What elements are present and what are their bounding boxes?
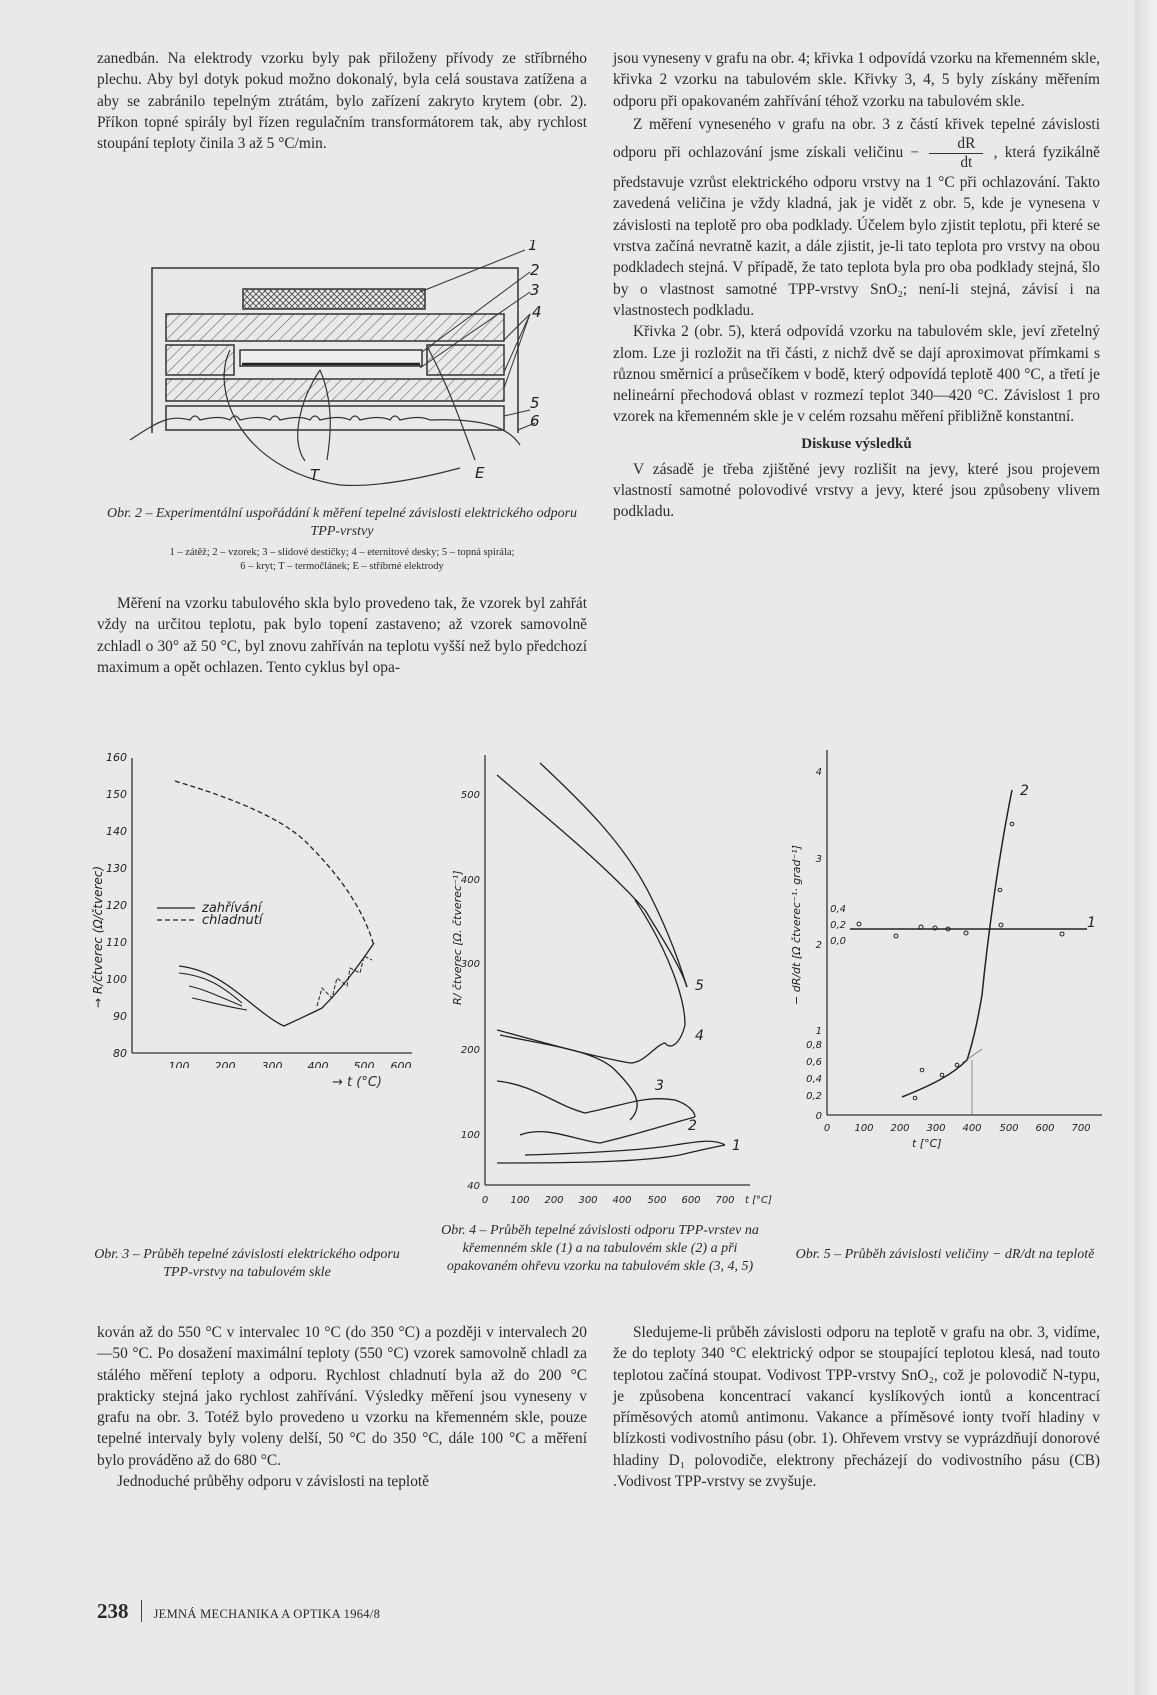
svg-text:4: 4 bbox=[815, 767, 822, 778]
svg-text:0,8: 0,8 bbox=[806, 1040, 822, 1051]
svg-text:500: 500 bbox=[353, 1060, 375, 1068]
svg-text:100: 100 bbox=[854, 1123, 874, 1134]
svg-text:100: 100 bbox=[106, 973, 127, 986]
svg-text:4: 4 bbox=[695, 1028, 704, 1044]
figure-3-xlabel: → t (°C) bbox=[332, 1075, 382, 1090]
svg-text:80: 80 bbox=[113, 1047, 127, 1060]
figure-5-caption: Obr. 5 – Průběh závislosti veličiny − dR/dt na teplotě bbox=[795, 1247, 1095, 1262]
svg-text:0,4: 0,4 bbox=[830, 904, 846, 915]
svg-text:0,0: 0,0 bbox=[830, 936, 846, 947]
svg-text:100: 100 bbox=[168, 1060, 190, 1068]
svg-text:130: 130 bbox=[106, 862, 127, 875]
diagram-label-1: 1 bbox=[528, 240, 538, 254]
svg-text:200: 200 bbox=[214, 1060, 236, 1068]
figure-4-chart bbox=[445, 745, 780, 1220]
svg-text:600: 600 bbox=[681, 1195, 701, 1206]
figure-5-chart bbox=[782, 745, 1117, 1215]
svg-text:2: 2 bbox=[815, 940, 822, 951]
page-edge bbox=[1135, 0, 1157, 1695]
diagram-label-e: E bbox=[475, 464, 485, 482]
page-number: 238 bbox=[97, 1599, 129, 1623]
figure-3-ylabel: → R/čtverec (Ω/čtverec) bbox=[91, 865, 105, 1008]
legend-cooling: chladnutí bbox=[202, 913, 263, 928]
svg-text:2: 2 bbox=[688, 1118, 697, 1134]
diagram-label-t: T bbox=[310, 466, 320, 484]
svg-text:400: 400 bbox=[612, 1195, 632, 1206]
left-column bbox=[97, 48, 587, 154]
svg-text:400: 400 bbox=[460, 875, 480, 886]
svg-text:300: 300 bbox=[460, 959, 480, 970]
figure-5-ylabel: − dR/dt [Ω čtverec⁻¹· grad⁻¹] bbox=[790, 845, 803, 1005]
svg-text:600: 600 bbox=[1035, 1123, 1055, 1134]
svg-text:1: 1 bbox=[1087, 915, 1096, 931]
svg-text:0,2: 0,2 bbox=[830, 920, 846, 931]
left-column-bottom bbox=[97, 1322, 587, 1492]
svg-text:100: 100 bbox=[460, 1130, 480, 1141]
svg-text:5: 5 bbox=[695, 978, 704, 994]
svg-text:200: 200 bbox=[890, 1123, 910, 1134]
figure-4-caption: Obr. 4 – Průběh tepelné závislosti odporu TPP-vrstev na křemenném skle (1) a na tabulovém skle (2) a při opakovaném ohřevu vzorku na tabulovém skle (3, 4, 5) bbox=[441, 1223, 759, 1274]
svg-text:400: 400 bbox=[962, 1123, 982, 1134]
paragraph-setup: zanedbán. Na elektrody vzorku byly pak přiloženy přívody ze stříbrného plechu. Aby byl dotyk pokud možno dokonalý, byla celá soustava zatížena a aby se zabránilo tepelným ztrátám, bylo zařízení zakryto krytem (obr. 2). Příkon topné spirály byl řízen regulačním transformátorem tak, aby rychlost stoupání teploty činila 3 až 5 °C/min. bbox=[97, 50, 587, 153]
svg-text:1: 1 bbox=[815, 1026, 822, 1037]
svg-text:500: 500 bbox=[999, 1123, 1019, 1134]
svg-text:100: 100 bbox=[510, 1195, 530, 1206]
svg-text:150: 150 bbox=[106, 788, 127, 801]
svg-text:300: 300 bbox=[578, 1195, 598, 1206]
svg-text:1: 1 bbox=[732, 1138, 741, 1154]
section-heading-discussion: Diskuse výsledků bbox=[801, 435, 912, 452]
svg-text:200: 200 bbox=[544, 1195, 564, 1206]
svg-text:3: 3 bbox=[815, 854, 822, 865]
diagram-label-5: 5 bbox=[530, 394, 540, 412]
paragraph-conductivity: Sledujeme-li průběh závislosti odporu na teplotě v grafu na obr. 3, vidíme, že do teploty 340 °C elektrický odpor se stoupající teplotou klesá, nad touto teplotou začíná stoupat. Vodivost TPP-vrstvy SnO₂, což je polovodič N-typu, je způsobena koncentrací vakancí kyslíkových iontů a koncentrací příměsových atomů antimonu. Vakance a příměsové ionty tvoří hladiny v blízkosti vodivostního pásu (obr. 1). Ohřevem vrstvy se vyprázdňují donorové hladiny D₁ polovodiče, elektrony přecházejí do vodivostního pásu (CB) .Vodivost TPP-vrstvy se zvyšuje. bbox=[613, 1324, 1100, 1491]
svg-text:0: 0 bbox=[823, 1123, 831, 1134]
paragraph-curve-2: Křivka 2 (obr. 5), která odpovídá vzorku na tabulovém skle, jeví zřetelný zlom. Lze ji rozložit na tři části, z nichž dvě se dají aproximovat přímkami s různou směrnicí a průsečíkem v bodě, který odpovídá teplotě 400 °C, a třetí je nelineární přechodová oblast v rozmezí teplot 340—420 °C. Závislost 1 pro vzorek na křemenném skle je v celém rozsahu měření přibližně konstantní. bbox=[613, 323, 1100, 426]
page-footer bbox=[97, 1599, 380, 1624]
figure-4-ylabel: R/ čtverec [Ω. čtverec⁻¹] bbox=[451, 870, 464, 1005]
svg-text:500: 500 bbox=[647, 1195, 667, 1206]
footer-separator bbox=[141, 1600, 142, 1622]
paragraph-cycle: kován až do 550 °C v intervalec 10 °C (do 350 °C) a později v intervalech 20—50 °C. Po dosažení maximální teploty (550 °C) vzorek samovolně chladl za stálého měření teploty a odporu. Rychlost chladnutí byla až do 200 °C prakticky stejná jako rychlost zahřívání. Výsledky měření jsou vyneseny v grafu na obr. 3. Totéž bylo provedeno u vzorku na křemenném skle, pouze tepelné intervaly byly voleny delší, 50 °C do 350 °C, dále 100 °C a měření bylo prováděno až do 680 °C. bbox=[97, 1324, 587, 1469]
figure-2-caption-block bbox=[97, 505, 587, 574]
svg-text:200: 200 bbox=[460, 1045, 480, 1056]
svg-text:110: 110 bbox=[106, 936, 127, 949]
figure-3-chart bbox=[82, 748, 442, 1090]
svg-text:500: 500 bbox=[460, 790, 480, 801]
paragraph-curves: jsou vyneseny v grafu na obr. 4; křivka 1 odpovídá vzorku na křemenném skle, křivka 2 vzorku na tabulovém skle. Křivky 3, 4, 5 byly získány měřením odporu při opakovaném zahřívání téhož vzorku na tabulovém skle. bbox=[613, 50, 1100, 110]
diagram-label-2: 2 bbox=[530, 261, 540, 279]
fraction-dr-dt: $\frac{dR}{dt}$ bbox=[929, 135, 983, 172]
figure-2-legend-line-2: 6 – kryt; T – termočlánek; E – stříbrné elektrody bbox=[240, 561, 444, 572]
legend-heating: zahřívání bbox=[202, 901, 262, 916]
paragraph-measurement: Měření na vzorku tabulového skla bylo provedeno tak, že vzorek byl zahřát vždy na určitou teplotu, pak bylo topení zastaveno; až vzorek samovolně zchladl o 30° až 50 °C, byl znovu zahříván na teplotu vyšší než bylo předchozí maximum a opět ochlazen. Tento cyklus byl opa- bbox=[97, 595, 587, 676]
figure-3-caption: Obr. 3 – Průběh tepelné závislosti elektrického odporu TPP-vrstvy na tabulovém skle bbox=[94, 1247, 400, 1280]
svg-text:700: 700 bbox=[1071, 1123, 1091, 1134]
figure-5-xlabel: t [°C] bbox=[912, 1137, 942, 1150]
diagram-label-3: 3 bbox=[530, 281, 540, 299]
svg-text:300: 300 bbox=[926, 1123, 946, 1134]
diagram-label-4: 4 bbox=[532, 303, 542, 321]
right-column-bottom bbox=[613, 1322, 1100, 1492]
svg-text:120: 120 bbox=[106, 899, 127, 912]
figure-2-legend-line-1: 1 – zátěž; 2 – vzorek; 3 – slídové destičky; 4 – eternitové desky; 5 – topná spirála; bbox=[169, 547, 515, 558]
svg-text:400: 400 bbox=[307, 1060, 329, 1068]
svg-text:160: 160 bbox=[106, 751, 127, 764]
svg-text:0,4: 0,4 bbox=[806, 1074, 822, 1085]
diagram-label-6: 6 bbox=[530, 412, 540, 430]
svg-text:90: 90 bbox=[113, 1010, 127, 1023]
svg-text:140: 140 bbox=[106, 825, 127, 838]
left-column-middle bbox=[97, 593, 587, 678]
svg-text:0: 0 bbox=[815, 1111, 822, 1122]
right-column bbox=[613, 48, 1100, 523]
svg-text:300: 300 bbox=[261, 1060, 283, 1068]
svg-text:0,2: 0,2 bbox=[806, 1091, 822, 1102]
svg-text:3: 3 bbox=[655, 1078, 664, 1094]
svg-text:40: 40 bbox=[467, 1181, 480, 1192]
paragraph-discussion: V zásadě je třeba zjištěné jevy rozlišit na jevy, které jsou projevem vlastností samotné polovodivé vrstvy a jevy, které jsou způsobeny vlivem podkladu. bbox=[613, 460, 1100, 521]
figure-4-xlabel: t [°C] bbox=[745, 1195, 772, 1206]
svg-text:0: 0 bbox=[481, 1195, 489, 1206]
paragraph-simple-curves: Jednoduché průběhy odporu v závislosti na teplotě bbox=[117, 1473, 430, 1491]
svg-text:0,6: 0,6 bbox=[806, 1057, 822, 1068]
figure-2-caption: Obr. 2 – Experimentální uspořádání k měření tepelné závislosti elektrického odporu TPP-vrstvy bbox=[106, 506, 578, 539]
paragraph-derivative: Z měření vyneseného v grafu na obr. 3 z částí křivek tepelné závislosti odporu při ochlazování jsme získali veličinu − $\frac{dR}{dt}$ , která fyzikálně představuje vzrůst elektrického odporu vrstvy na 1 °C při ochlazování. Takto zavedená veličina je vždy kladná, jak je vidět z obr. 5, kde je vynesena v závislosti na teplotě pro oba podklady. Účelem bylo zjistit teplotu, při které se vrstva začíná nevratně kazit, a dále zjistit, je-li tato teplota pro vrstvy na obou podkladech stejná. V případě, že tato teplota byla pro oba podklady stejná, šlo by o vlastnost samotné TPP-vrstvy SnO₂; není-li stejná, závisí i na vlastnostech podkladu. bbox=[613, 115, 1100, 319]
svg-text:2: 2 bbox=[1020, 783, 1029, 799]
experimental-setup-diagram bbox=[130, 240, 570, 510]
svg-text:700: 700 bbox=[715, 1195, 735, 1206]
journal-name: JEMNÁ MECHANIKA A OPTIKA 1964/8 bbox=[153, 1607, 381, 1621]
svg-text:600: 600 bbox=[390, 1060, 412, 1068]
figure-2-diagram bbox=[130, 240, 570, 510]
